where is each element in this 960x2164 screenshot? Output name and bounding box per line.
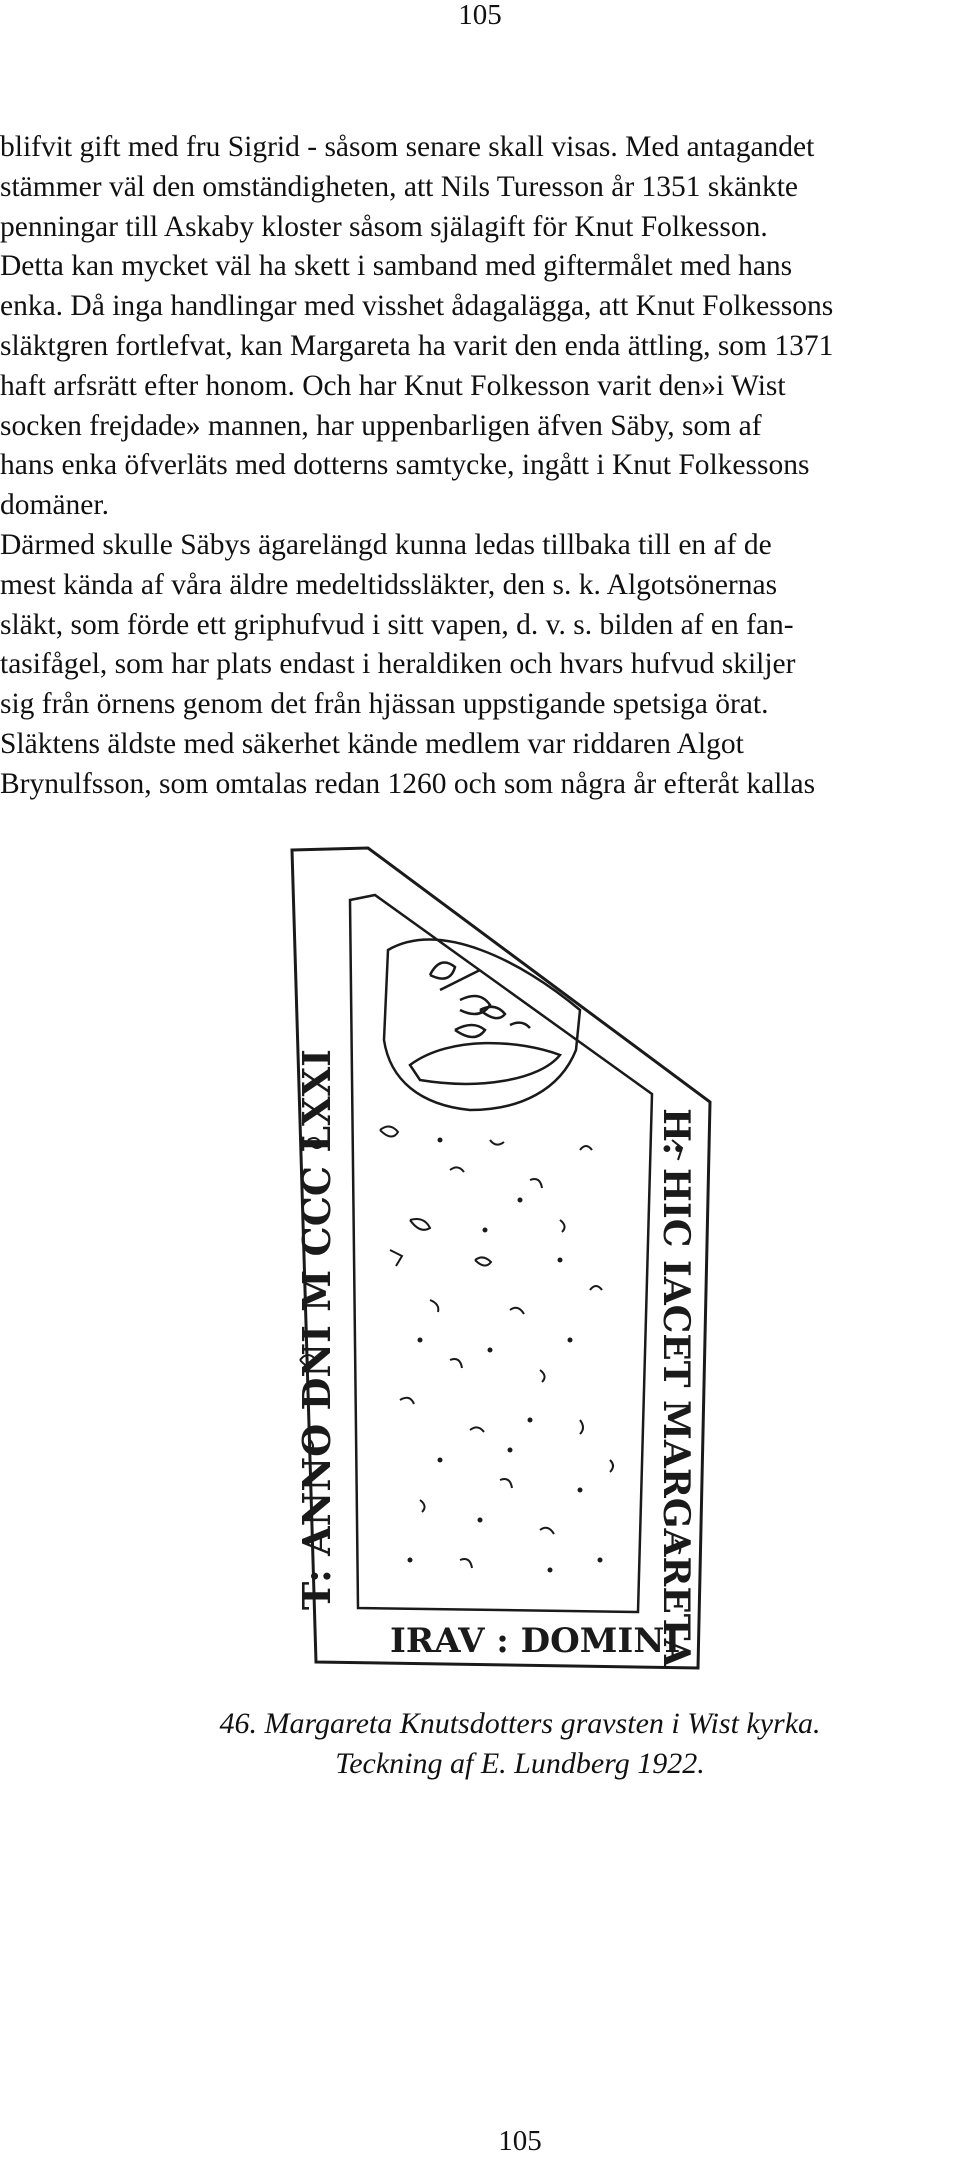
text-line: sig från örnens genom det från hjässan uppstigande spetsiga örat. bbox=[0, 688, 769, 721]
text-line: Detta kan mycket väl ha skett i samband med giftermålet med hans bbox=[0, 250, 793, 283]
text-line: stämmer väl den omständigheten, att Nils Turesson år 1351 skänkte bbox=[0, 170, 799, 203]
text-line: domäner. bbox=[0, 489, 109, 522]
text-line: enka. Då inga handlingar med visshet ådagalägga, att Knut Folkessons bbox=[0, 290, 834, 323]
page-number-bottom: 105 bbox=[498, 2125, 542, 2157]
text-line: penningar till Askaby kloster såsom själagift för Knut Folkesson. bbox=[0, 210, 768, 243]
text-line: släktgren fortlefvat, kan Margareta ha varit den enda ättling, som 1371 bbox=[0, 329, 834, 362]
text-line: släkt, som förde ett griphufvud i sitt vapen, d. v. s. bilden af en fan- bbox=[0, 608, 794, 641]
text-line: socken frejdade» mannen, har uppenbarligen äfven Säby, som af bbox=[0, 409, 762, 442]
gravestone-svg bbox=[280, 840, 760, 1670]
bottom-border-inscription: IRAV : DOMINI bbox=[390, 1621, 681, 1661]
left-border-inscription: T: ANNO DNI M CCC LXXI bbox=[294, 1049, 339, 1610]
text-line: mest kända af våra äldre medeltidssläkter, den s. k. Algotsönernas bbox=[0, 568, 778, 601]
text-line: Därmed skulle Säbys ägarelängd kunna ledas tillbaka till en af de bbox=[0, 528, 772, 561]
gravestone-drawing bbox=[280, 840, 760, 1670]
caption-line: Teckning af E. Lundberg 1922. bbox=[335, 1747, 705, 1780]
text-line: blifvit gift med fru Sigrid - såsom senare skall visas. Med antagandet bbox=[0, 131, 815, 163]
text-line: Brynulfsson, som omtalas redan 1260 och som några år efteråt kallas bbox=[0, 767, 816, 800]
text-line: haft arfsrätt efter honom. Och har Knut Folkesson varit den»i Wist bbox=[0, 369, 786, 402]
text-line: Släktens äldste med säkerhet kände medlem var riddaren Algot bbox=[0, 727, 744, 760]
body-text bbox=[0, 128, 960, 805]
text-line: hans enka öfverläts med dotterns samtycke, ingått i Knut Folkessons bbox=[0, 449, 810, 482]
figure-caption bbox=[0, 1704, 960, 1784]
text-line: tasifågel, som har plats endast i heraldiken och hvars hufvud skiljer bbox=[0, 648, 796, 681]
caption-line: 46. Margareta Knutsdotters gravsten i Wist kyrka. bbox=[219, 1707, 821, 1740]
page-number-top: 105 bbox=[458, 0, 502, 31]
right-border-inscription: H: HIC IACET MARGARETA bbox=[655, 1108, 697, 1667]
